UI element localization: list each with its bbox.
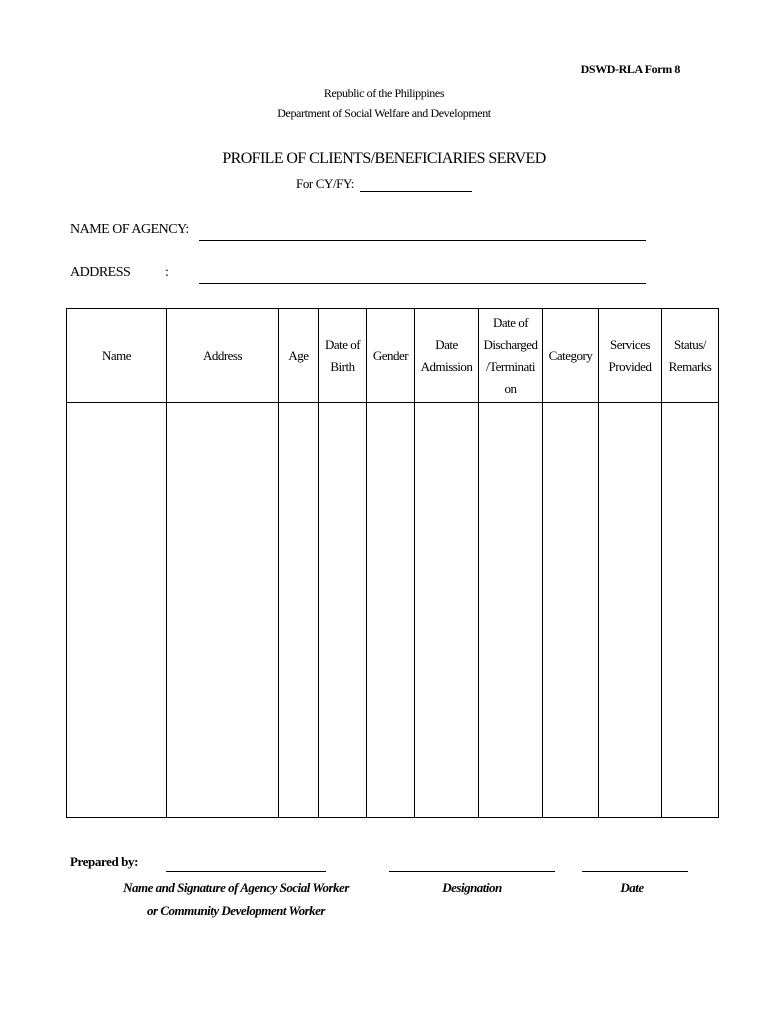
cell-gender[interactable] <box>367 403 415 818</box>
cell-date-admission[interactable] <box>415 403 479 818</box>
cell-date-of-birth[interactable] <box>319 403 367 818</box>
signature-blank-line[interactable] <box>166 871 326 872</box>
col-header-name: Name <box>67 309 167 403</box>
cell-age[interactable] <box>279 403 319 818</box>
cell-name[interactable] <box>67 403 167 818</box>
signature-caption-line2: or Community Development Worker <box>147 903 325 918</box>
cell-category[interactable] <box>543 403 599 818</box>
table-header-row <box>67 309 719 403</box>
date-caption: Date <box>620 880 644 895</box>
cell-date-discharged[interactable] <box>479 403 543 818</box>
cell-address[interactable] <box>167 403 279 818</box>
period-label: For CY/FY: <box>296 176 355 191</box>
agency-blank-line[interactable] <box>199 240 646 241</box>
prepared-by-label: Prepared by: <box>70 854 139 869</box>
clients-table <box>66 308 719 818</box>
header-republic: Republic of the Philippines <box>323 86 445 100</box>
form-code: DSWD-RLA Form 8 <box>580 62 680 76</box>
col-header-date-of-birth: Date of Birth <box>319 309 367 403</box>
agency-label: NAME OF AGENCY: <box>70 222 189 237</box>
form-title: PROFILE OF CLIENTS/BENEFICIARIES SERVED <box>222 150 546 167</box>
designation-blank-line[interactable] <box>389 871 555 872</box>
address-label: ADDRESS <box>70 265 131 280</box>
address-blank-line[interactable] <box>199 283 646 284</box>
cell-status-remarks[interactable] <box>662 403 719 818</box>
header-department: Department of Social Welfare and Development <box>277 106 491 120</box>
date-blank-line[interactable] <box>582 871 688 872</box>
col-header-services-provided: Services Provided <box>599 309 662 403</box>
col-header-date-admission: Date Admission <box>415 309 479 403</box>
col-header-age: Age <box>279 309 319 403</box>
col-header-gender: Gender <box>367 309 415 403</box>
designation-caption: Designation <box>442 880 502 895</box>
cell-services-provided[interactable] <box>599 403 662 818</box>
col-header-category: Category <box>543 309 599 403</box>
col-header-address: Address <box>167 309 279 403</box>
signature-caption <box>116 876 356 922</box>
period-blank-line[interactable] <box>360 191 472 192</box>
address-colon: : <box>165 265 169 280</box>
table-row <box>67 403 719 818</box>
signature-caption-line1: Name and Signature of Agency Social Worker <box>123 880 349 895</box>
col-header-status-remarks: Status/ Remarks <box>662 309 719 403</box>
col-header-date-discharged: Date of Discharged /Terminati on <box>479 309 543 403</box>
